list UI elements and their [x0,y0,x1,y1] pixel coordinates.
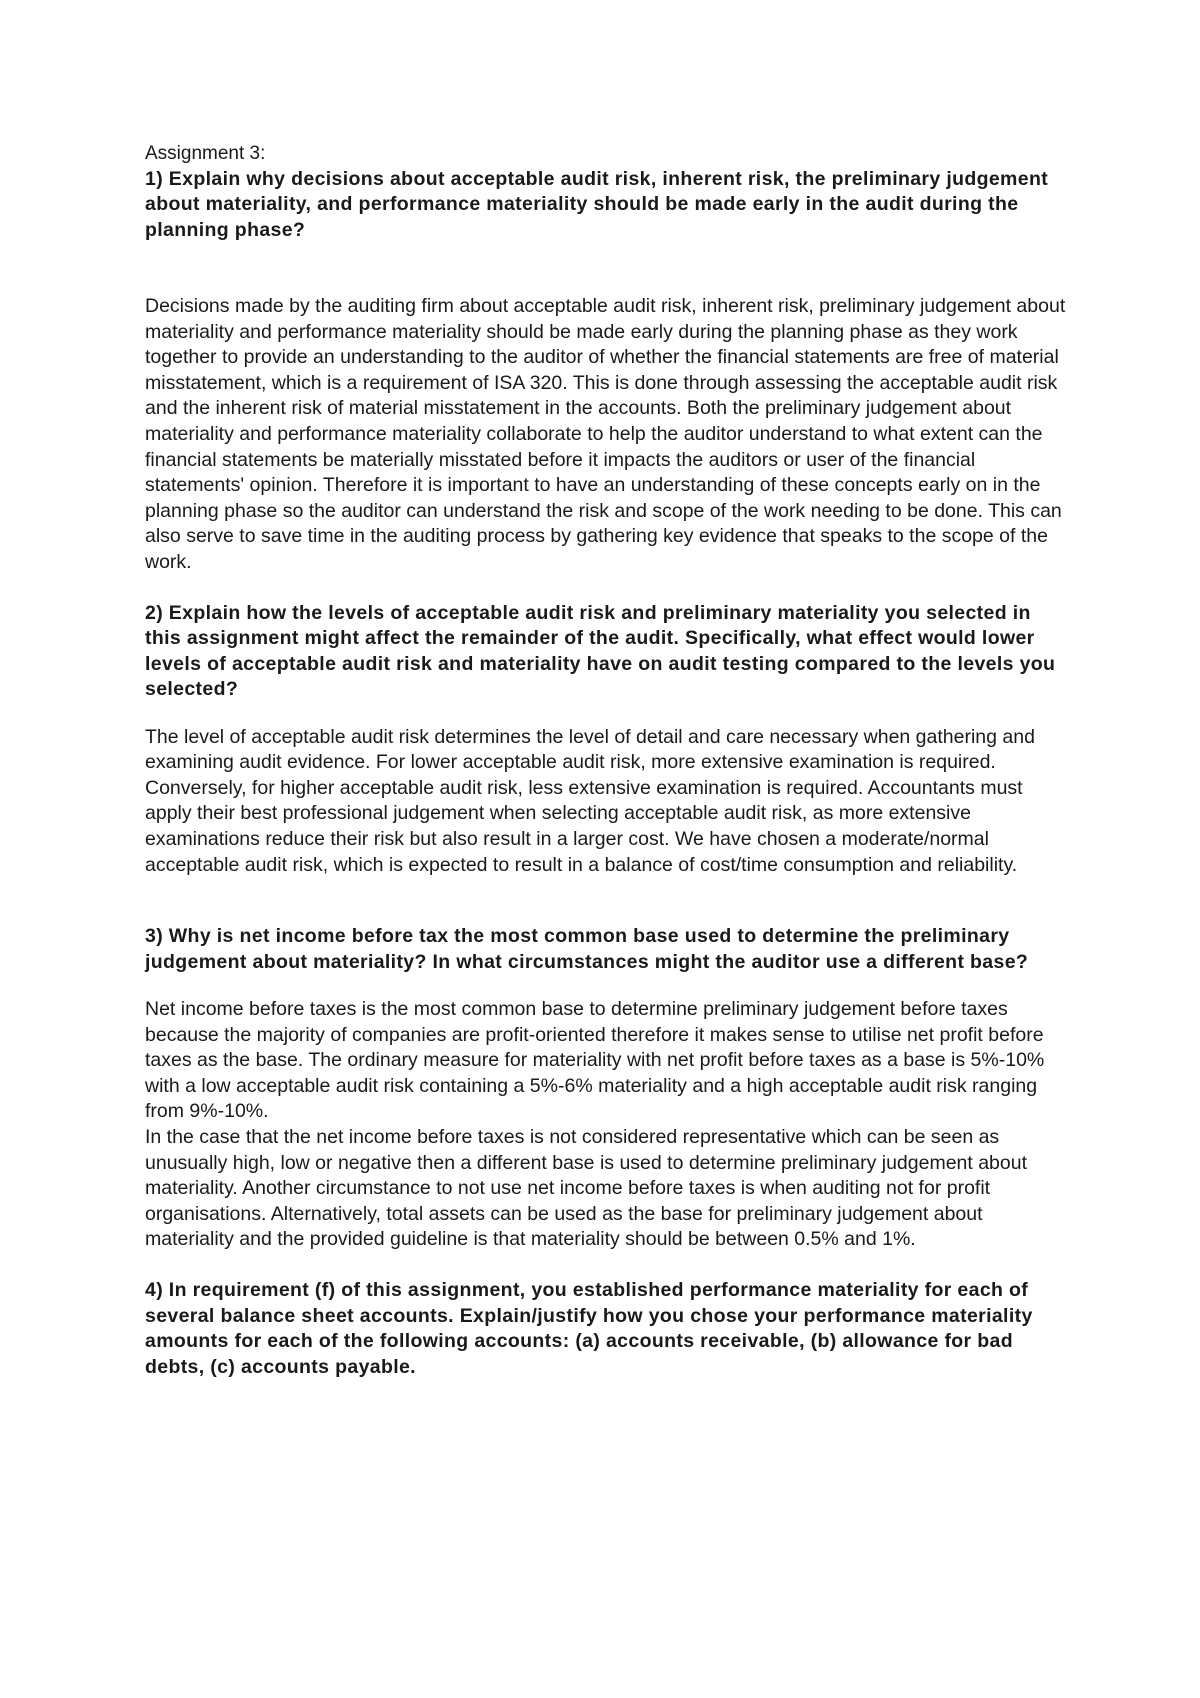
question-4: 4) In requirement (f) of this assignment, you established performance materiality for each of several balance sheet accounts. Explain/justify how you chose your performance materiality amounts for each of the following accounts: (a) accounts receivable, (b) allowance for bad debts, (c) accounts payable. [145,1279,1033,1378]
assignment-heading: Assignment 3: [145,143,266,164]
answer-3-paragraph-2: In the case that the net income before taxes is not considered representative which can be seen as unusually high, low or negative then a different base is used to determine preliminary judgement about materiality. Another circumstance to not use net income before taxes is when auditing not for profit organisations. Alternatively, total assets can be used as the base for preliminary judgement about materiality and the provided guideline is that materiality should be between 0.5% and 1%. [145,1126,1028,1251]
document-page [145,141,1070,1380]
question-1: 1) Explain why decisions about acceptable audit risk, inherent risk, the preliminary judgement about materiality, and performance materiality should be made early in the audit during the planning phase? [145,167,1049,241]
question-3: 3) Why is net income before tax the most common base used to determine the preliminary judgement about materiality? In what circumstances might the auditor use a different base? [145,925,1029,973]
question-2: 2) Explain how the levels of acceptable audit risk and preliminary materiality you selected in this assignment might affect the remainder of the audit. Specifically, what effect would lower levels of acceptable audit risk and materiality have on audit testing compared to the levels you selected? [145,601,1056,701]
answer-2: The level of acceptable audit risk determines the level of detail and care necessary when gathering and examining audit evidence. For lower acceptable audit risk, more extensive examination is required. Conversely, for higher acceptable audit risk, less extensive examination is required. Accountants must apply their best professional judgement when selecting acceptable audit risk, as more extensive examinations reduce their risk but also result in a larger cost. We have chosen a moderate/normal acceptable audit risk, which is expected to result in a balance of cost/time consumption and reliability. [145,725,1035,876]
answer-3-paragraph-1: Net income before taxes is the most common base to determine preliminary judgement before taxes because the majority of companies are profit-oriented therefore it makes sense to utilise net profit before taxes as the base. The ordinary measure for materiality with net profit before taxes as a base is 5%-10% with a low acceptable audit risk containing a 5%-6% materiality and a high acceptable audit risk ranging from 9%-10%. [145,998,1045,1123]
answer-1: Decisions made by the auditing firm about acceptable audit risk, inherent risk, preliminary judgement about materiality and performance materiality should be made early during the planning phase as they work together to provide an understanding to the auditor of whether the financial statements are free of material misstatement, which is a requirement of ISA 320. This is done through assessing the acceptable audit risk and the inherent risk of material misstatement in the accounts. Both the preliminary judgement about materiality and performance materiality collaborate to help the auditor understand to what extent can the financial statements be materially misstated before it impacts the auditors or user of the financial statements' opinion. Therefore it is important to have an understanding of these concepts early on in the planning phase so the auditor can understand the risk and scope of the work needing to be done. This can also serve to save time in the auditing process by gathering key evidence that speaks to the scope of the work. [145,295,1066,573]
